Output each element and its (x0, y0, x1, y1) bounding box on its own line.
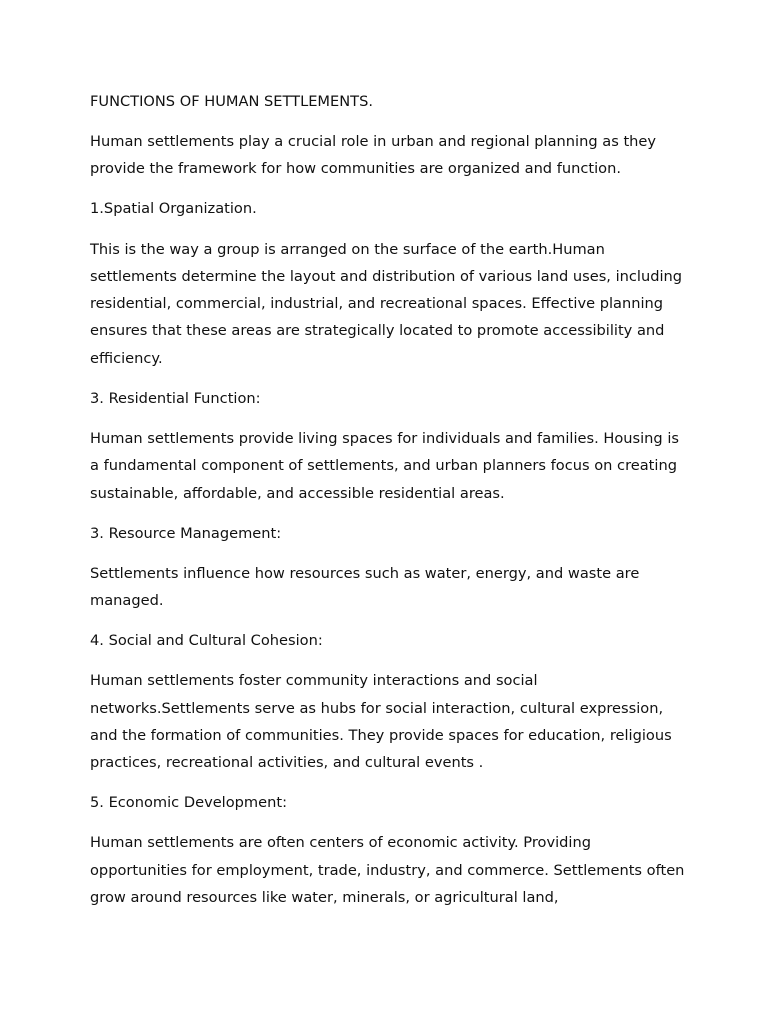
section-body-economic-development: Human settlements are often centers of economic activity. Providing opportunities for employment, trade, industry, and commerce. Settlements often grow around resources like water, minerals, or agricultural land, (90, 834, 685, 906)
document-body (90, 88, 690, 924)
document-title: FUNCTIONS OF HUMAN SETTLEMENTS. (90, 93, 373, 110)
section-body-social-cultural-cohesion: Human settlements foster community interactions and social networks.Settlements serve as hubs for social interaction, cultural expression, and the formation of communities. They provide spaces for education, religious practices, recreational activities, and cultural events . (90, 672, 672, 772)
section-body-residential-function: Human settlements provide living spaces for individuals and families. Housing is a fundamental component of settlements, and urban planners focus on creating sustainable, affordable, and accessible residential areas. (90, 429, 679, 502)
section-heading-economic-development: 5. Economic Development: (90, 794, 288, 812)
section-heading-residential-function: 3. Residential Function: (90, 389, 261, 407)
section-heading-resource-management: 3. Resource Management: (90, 524, 282, 542)
intro-paragraph: Human settlements play a crucial role in urban and regional planning as they provide the framework for how communities are organized and function. (90, 133, 657, 178)
section-heading-social-cultural-cohesion: 4. Social and Cultural Cohesion: (90, 632, 323, 650)
section-body-spatial-organization: This is the way a group is arranged on the surface of the earth.Human settlements determine the layout and distribution of various land uses, including residential, commercial, industrial, and recreational spaces. Effective planning ensures that these areas are strategically located to promote accessibility and efficiency. (90, 240, 683, 367)
section-body-resource-management: Settlements influence how resources such as water, energy, and waste are managed. (90, 564, 640, 610)
section-heading-spatial-organization: 1.Spatial Organization. (90, 200, 257, 218)
